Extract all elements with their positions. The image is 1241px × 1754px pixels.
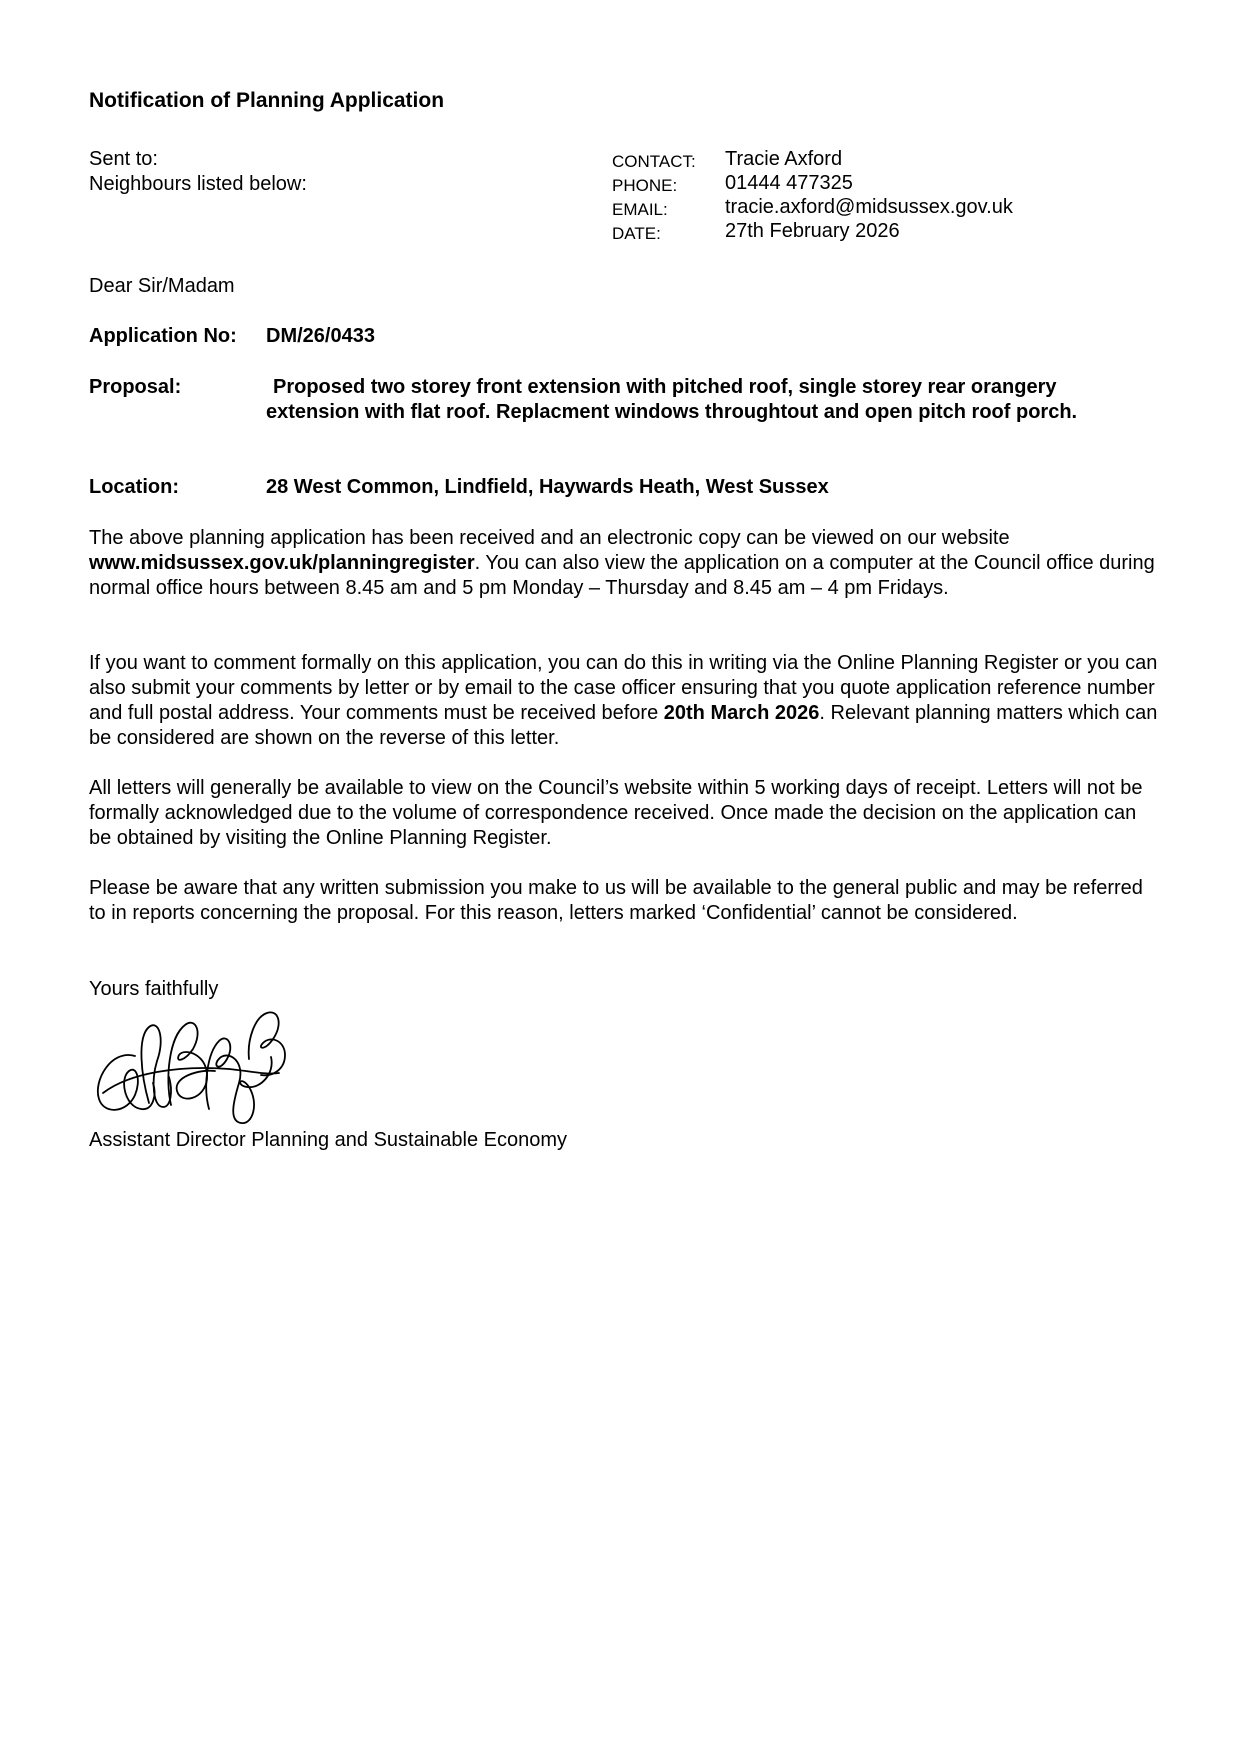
proposal-description: Proposed two storey front extension with pitched roof, single storey rear orangery extension with flat roof. Replacment windows throughtout and open pitch roof porch. xyxy=(266,376,1078,423)
application-number-label: Application No: xyxy=(89,325,237,347)
email-address: tracie.axford@midsussex.gov.uk xyxy=(725,196,1013,218)
contact-name: Tracie Axford xyxy=(725,148,843,170)
signatory-title: Assistant Director Planning and Sustainable Economy xyxy=(89,1129,568,1151)
paragraph-viewing-text-end: . You can also view the application on a computer at the Council office during normal office hours between 8.45 am and 5 pm Monday – Thursday and 8.45 am – 4 pm Fridays. xyxy=(89,552,1155,599)
application-number: DM/26/0433 xyxy=(266,325,375,347)
paragraph-publication: All letters will generally be available to view on the Council’s website within 5 working days of receipt. Letters will not be formally acknowledged due to the volume of correspondence received. Once made the decision on the application can be obtained by visiting the Online Planning Register. xyxy=(89,777,1143,849)
paragraph-viewing-text: The above planning application has been received and an electronic copy can be viewed on our website xyxy=(89,527,1010,549)
handwritten-signature-icon xyxy=(89,1003,299,1129)
closing-line: Yours faithfully xyxy=(89,978,219,1000)
planning-register-link: www.midsussex.gov.uk/planningregister xyxy=(89,552,475,574)
paragraph-comments-text-end: . Relevant planning matters which can be considered are shown on the reverse of this letter. xyxy=(89,702,1158,749)
phone-number: 01444 477325 xyxy=(725,172,853,194)
salutation: Dear Sir/Madam xyxy=(89,275,235,297)
comment-deadline: 20th March 2026 xyxy=(663,702,820,724)
location-label: Location: xyxy=(89,476,179,498)
email-label: EMAIL: xyxy=(612,200,668,219)
sent-to-label: Sent to: xyxy=(89,148,158,170)
recipients-line: Neighbours listed below: xyxy=(89,173,307,195)
paragraph-comments xyxy=(89,651,1159,751)
contact-label: CONTACT: xyxy=(612,152,696,171)
proposal-label: Proposal: xyxy=(89,376,182,398)
paragraph-comments-text: If you want to comment formally on this application, you can do this in writing via the Online Planning Register or you can also submit your comments by letter or by email to the case officer ensuring that you quote application reference number and full postal address. Your comments must be received before xyxy=(89,652,1158,724)
paragraph-confidentiality: Please be aware that any written submission you make to us will be available to the general public and may be referred to in reports concerning the proposal. For this reason, letters marked ‘Confidential’ cannot be considered. xyxy=(89,877,1143,924)
phone-label: PHONE: xyxy=(612,176,678,195)
date-label: DATE: xyxy=(612,224,661,243)
site-location: 28 West Common, Lindfield, Haywards Heath, West Sussex xyxy=(266,476,829,498)
paragraph-viewing xyxy=(89,526,1159,601)
letter-title: Notification of Planning Application xyxy=(89,89,445,112)
letter-date: 27th February 2026 xyxy=(725,220,900,242)
